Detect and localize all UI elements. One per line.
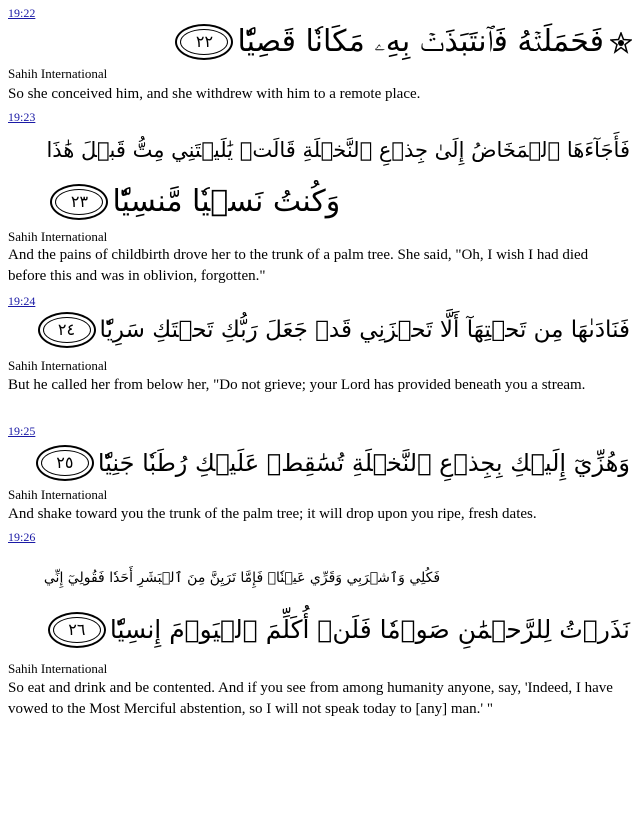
arabic-text-block — [34, 310, 630, 350]
arabic-text: فَأَجَآءَهَا ٱلۡمَخَاضُ إِلَىٰ جِذۡعِ ٱلنَّخۡلَةِ قَالَتۡ يَٰلَيۡتَنِي مِتُّ قَبۡلَ هَٰذَا — [46, 138, 630, 162]
verse-ref-link[interactable]: 19:23 — [8, 110, 36, 124]
translator-label: Sahih International — [8, 358, 108, 373]
verse-ref-link[interactable]: 19:26 — [8, 530, 36, 544]
arabic-line — [171, 22, 604, 62]
arabic-text-block — [171, 22, 604, 62]
verse-ref-link[interactable]: 19:25 — [8, 424, 36, 438]
ayah-number-marker: ٢٣ — [50, 184, 108, 220]
arabic-text: فَحَمَلَتۡهُ فَٱنتَبَذَتۡ بِهِۦ مَكَانٗا قَصِيّٗا — [237, 24, 604, 59]
arabic-line — [46, 130, 630, 170]
translation-text: But he called her from below her, "Do not grieve; your Lord has provided beneath you a stream. — [8, 377, 586, 393]
ayah-number-marker: ٢٦ — [48, 612, 106, 648]
translator-label: Sahih International — [8, 66, 108, 81]
translation-text: So eat and drink and be contented. And if you see from among humanity anyone, say, 'Indeed, I have vowed to the Most Merciful abstention, so I will not speak today to [any] man.' " — [8, 680, 613, 717]
translator-label: Sahih International — [8, 487, 108, 502]
arabic-text: نَذَرۡتُ لِلرَّحۡمَٰنِ صَوۡمٗا فَلَنۡ أُكَلِّمَ ٱلۡيَوۡمَ إِنسِيّٗا — [109, 615, 630, 644]
arabic-line — [34, 310, 630, 350]
arabic-text-block — [44, 558, 630, 650]
arabic-line — [32, 443, 630, 483]
ayah-number-marker: ٢٤ — [38, 312, 96, 348]
arabic-text: فَنَادَىٰهَا مِن تَحۡتِهَآ أَلَّا تَحۡزَنِي قَدۡ جَعَلَ رَبُّكِ تَحۡتَكِ سَرِيّٗا — [99, 317, 630, 343]
translation-text: And the pains of childbirth drove her to the trunk of a palm tree. She said, "Oh, I wish I had died before this and was in oblivion, forgotten." — [8, 247, 589, 284]
verse-ref-link[interactable]: 19:22 — [8, 6, 36, 20]
translator-label: Sahih International — [8, 229, 108, 244]
arabic-line — [44, 610, 630, 650]
arabic-text: فَكُلِي وَٱشۡرَبِي وَقَرِّي عَيۡنٗاۖ فَإِمَّا تَرَيِنَّ مِنَ ٱلۡبَشَرِ أَحَدٗا فَقُولِيٓ إِنِّي — [43, 570, 441, 586]
arabic-line — [46, 182, 630, 222]
arabic-text-block — [32, 443, 630, 483]
translation-text: And shake toward you the trunk of the palm tree; it will drop upon you ripe, fresh dates. — [8, 506, 537, 522]
arabic-text: وَكُنتُ نَسۡيٗا مَّنسِيّٗا — [112, 184, 341, 219]
verse-ref-link[interactable]: 19:24 — [8, 294, 36, 308]
ayah-number-marker: ٢٥ — [36, 445, 94, 481]
arabic-text-block — [46, 130, 630, 222]
translation-text: So she conceived him, and she withdrew with him to a remote place. — [8, 86, 421, 102]
sajdah-star-icon — [610, 32, 632, 54]
arabic-text: وَهُزِّيٓ إِلَيۡكِ بِجِذۡعِ ٱلنَّخۡلَةِ تُسَٰقِطۡ عَلَيۡكِ رُطَبٗا جَنِيّٗا — [97, 449, 630, 477]
arabic-line — [44, 558, 630, 598]
ayah-number-marker: ٢٢ — [175, 24, 233, 60]
translator-label: Sahih International — [8, 661, 108, 676]
